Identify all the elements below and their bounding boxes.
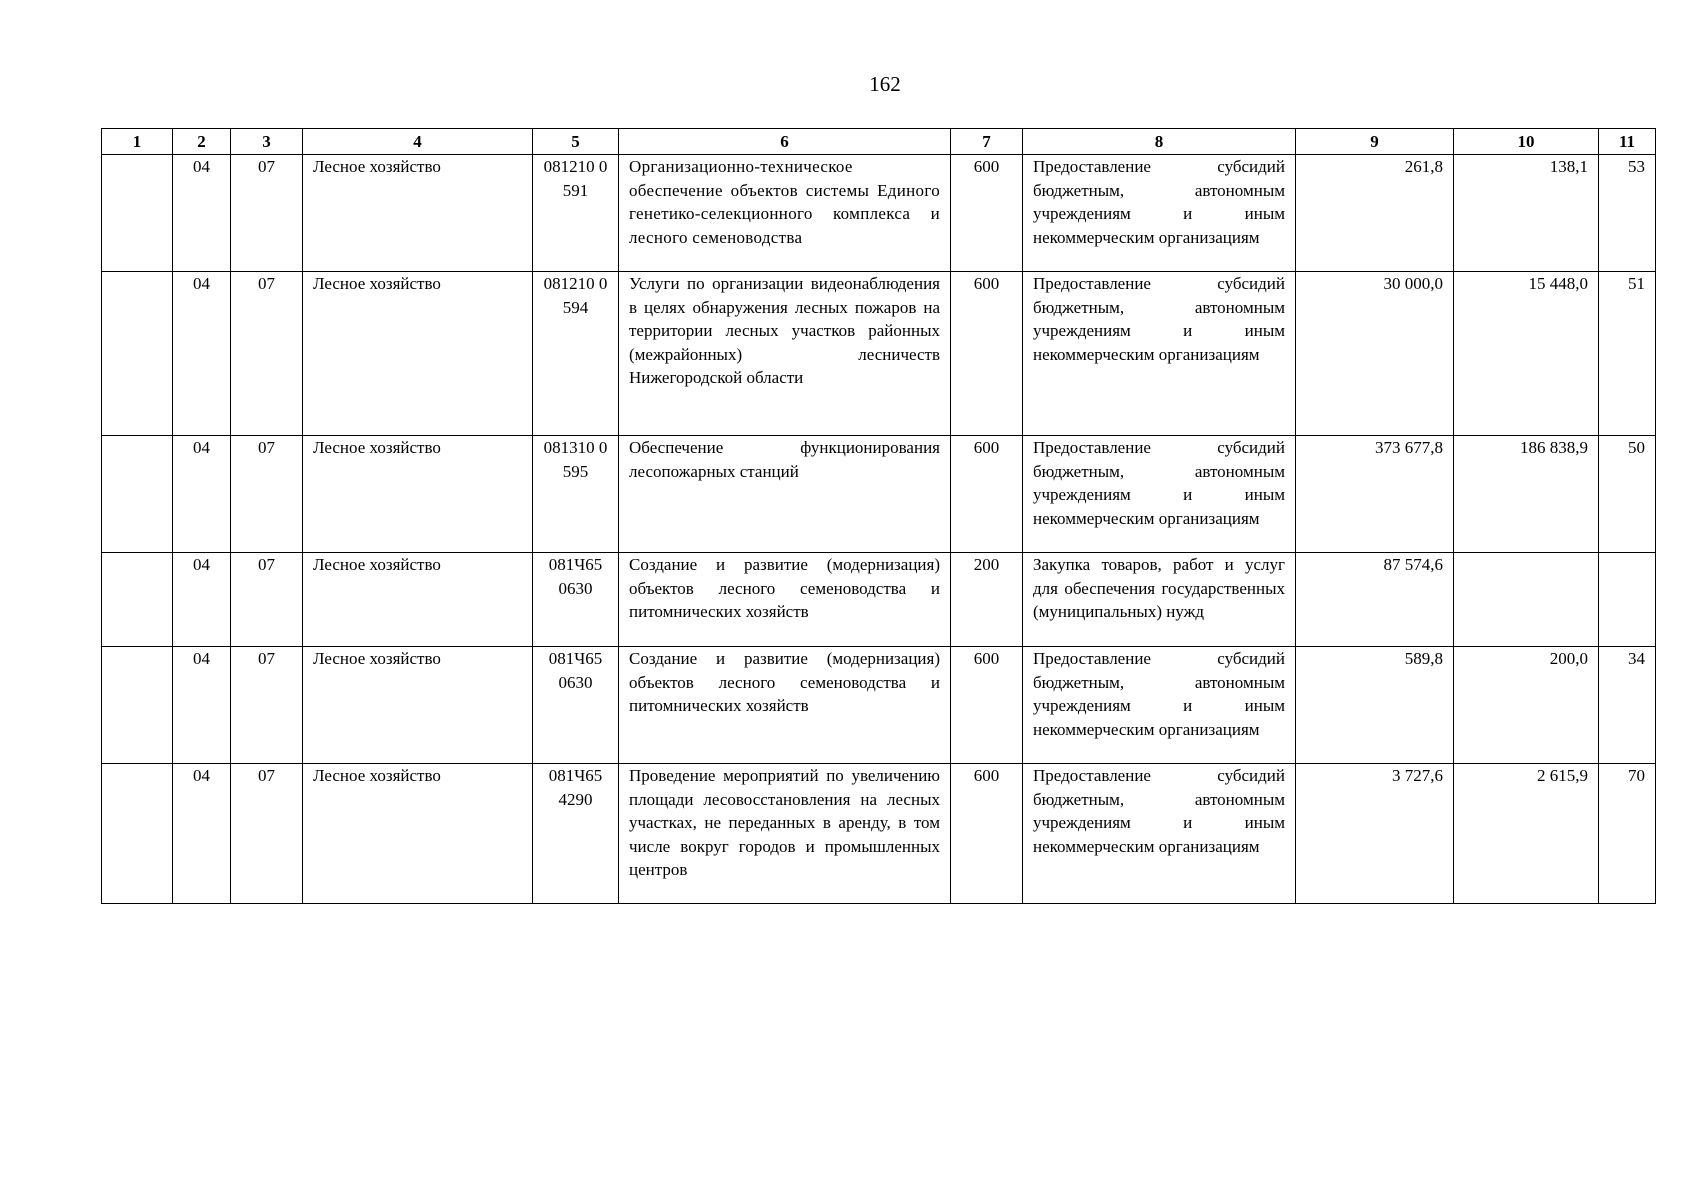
column-header: 8 bbox=[1023, 129, 1296, 155]
cell-expense-name: Предоставление субсидий бюджетным, автономным учреждениям и иным некоммерческим организациям bbox=[1023, 155, 1296, 272]
cell-percent: 51 bbox=[1599, 272, 1656, 436]
cell-expense-type: 600 bbox=[951, 272, 1023, 436]
cell-expense-type: 600 bbox=[951, 764, 1023, 904]
budget-table bbox=[101, 128, 1656, 904]
cell-expense-name: Закупка товаров, работ и услуг для обеспечения государственных (муниципальных) нужд bbox=[1023, 553, 1296, 647]
page-number: 162 bbox=[869, 72, 901, 96]
cell-col1 bbox=[102, 272, 173, 436]
column-header: 3 bbox=[231, 129, 303, 155]
cell-subsection: 07 bbox=[231, 272, 303, 436]
cell-section: 04 bbox=[173, 436, 231, 553]
column-header: 7 bbox=[951, 129, 1023, 155]
cell-col1 bbox=[102, 553, 173, 647]
cell-expense-name: Предоставление субсидий бюджетным, автономным учреждениям и иным некоммерческим организациям bbox=[1023, 272, 1296, 436]
cell-amount-planned: 3 727,6 bbox=[1296, 764, 1454, 904]
cell-col1 bbox=[102, 436, 173, 553]
cell-col1 bbox=[102, 764, 173, 904]
cell-percent: 50 bbox=[1599, 436, 1656, 553]
cell-description: Услуги по организации видеонаблюдения в целях обнаружения лесных пожаров на территории лесных участков районных (межрайонных) лесничеств Нижегородской области bbox=[619, 272, 951, 436]
cell-expense-name: Предоставление субсидий бюджетным, автономным учреждениям и иным некоммерческим организациям bbox=[1023, 436, 1296, 553]
cell-target-code: 081Ч65 0630 bbox=[533, 553, 619, 647]
cell-section-name: Лесное хозяйство bbox=[303, 647, 533, 764]
cell-target-code: 081Ч65 0630 bbox=[533, 647, 619, 764]
cell-expense-type: 600 bbox=[951, 155, 1023, 272]
cell-amount-executed: 138,1 bbox=[1454, 155, 1599, 272]
cell-section: 04 bbox=[173, 155, 231, 272]
cell-target-code: 081210 0594 bbox=[533, 272, 619, 436]
table-row bbox=[102, 436, 1656, 553]
cell-subsection: 07 bbox=[231, 553, 303, 647]
cell-col1 bbox=[102, 647, 173, 764]
cell-amount-executed: 15 448,0 bbox=[1454, 272, 1599, 436]
cell-section-name: Лесное хозяйство bbox=[303, 155, 533, 272]
cell-amount-executed bbox=[1454, 553, 1599, 647]
table-row bbox=[102, 272, 1656, 436]
cell-expense-type: 200 bbox=[951, 553, 1023, 647]
cell-target-code: 081310 0595 bbox=[533, 436, 619, 553]
cell-description: Создание и развитие (модернизация) объектов лесного семеноводства и питомнических хозяйств bbox=[619, 647, 951, 764]
cell-section-name: Лесное хозяйство bbox=[303, 436, 533, 553]
cell-description: Организационно-техническое обеспечение объектов системы Единого генетико-селекционного комплекса и лесного семеноводства bbox=[619, 155, 951, 272]
table-row bbox=[102, 155, 1656, 272]
cell-percent: 53 bbox=[1599, 155, 1656, 272]
column-header: 5 bbox=[533, 129, 619, 155]
cell-section: 04 bbox=[173, 272, 231, 436]
table-row bbox=[102, 764, 1656, 904]
cell-subsection: 07 bbox=[231, 436, 303, 553]
cell-amount-planned: 87 574,6 bbox=[1296, 553, 1454, 647]
table-row bbox=[102, 553, 1656, 647]
cell-percent: 34 bbox=[1599, 647, 1656, 764]
cell-description: Проведение мероприятий по увеличению площади лесовосстановления на лесных участках, не переданных в аренду, в том числе вокруг городов и промышленных центров bbox=[619, 764, 951, 904]
cell-description: Обеспечение функционирования лесопожарных станций bbox=[619, 436, 951, 553]
cell-expense-type: 600 bbox=[951, 647, 1023, 764]
cell-amount-planned: 30 000,0 bbox=[1296, 272, 1454, 436]
table-row bbox=[102, 647, 1656, 764]
cell-amount-executed: 186 838,9 bbox=[1454, 436, 1599, 553]
cell-section: 04 bbox=[173, 764, 231, 904]
cell-expense-name: Предоставление субсидий бюджетным, автономным учреждениям и иным некоммерческим организациям bbox=[1023, 764, 1296, 904]
cell-amount-executed: 2 615,9 bbox=[1454, 764, 1599, 904]
cell-subsection: 07 bbox=[231, 155, 303, 272]
column-header: 9 bbox=[1296, 129, 1454, 155]
column-header: 11 bbox=[1599, 129, 1656, 155]
column-header: 10 bbox=[1454, 129, 1599, 155]
cell-expense-name: Предоставление субсидий бюджетным, автономным учреждениям и иным некоммерческим организациям bbox=[1023, 647, 1296, 764]
cell-amount-executed: 200,0 bbox=[1454, 647, 1599, 764]
header-row bbox=[102, 129, 1656, 155]
cell-amount-planned: 373 677,8 bbox=[1296, 436, 1454, 553]
cell-target-code: 081210 0591 bbox=[533, 155, 619, 272]
cell-amount-planned: 261,8 bbox=[1296, 155, 1454, 272]
cell-section-name: Лесное хозяйство bbox=[303, 272, 533, 436]
cell-expense-type: 600 bbox=[951, 436, 1023, 553]
cell-percent: 70 bbox=[1599, 764, 1656, 904]
cell-description: Создание и развитие (модернизация) объектов лесного семеноводства и питомнических хозяйств bbox=[619, 553, 951, 647]
cell-section: 04 bbox=[173, 647, 231, 764]
cell-subsection: 07 bbox=[231, 764, 303, 904]
column-header: 4 bbox=[303, 129, 533, 155]
cell-section-name: Лесное хозяйство bbox=[303, 553, 533, 647]
cell-subsection: 07 bbox=[231, 647, 303, 764]
cell-col1 bbox=[102, 155, 173, 272]
cell-target-code: 081Ч65 4290 bbox=[533, 764, 619, 904]
cell-amount-planned: 589,8 bbox=[1296, 647, 1454, 764]
cell-section: 04 bbox=[173, 553, 231, 647]
cell-percent bbox=[1599, 553, 1656, 647]
column-header: 1 bbox=[102, 129, 173, 155]
column-header: 2 bbox=[173, 129, 231, 155]
column-header: 6 bbox=[619, 129, 951, 155]
cell-section-name: Лесное хозяйство bbox=[303, 764, 533, 904]
